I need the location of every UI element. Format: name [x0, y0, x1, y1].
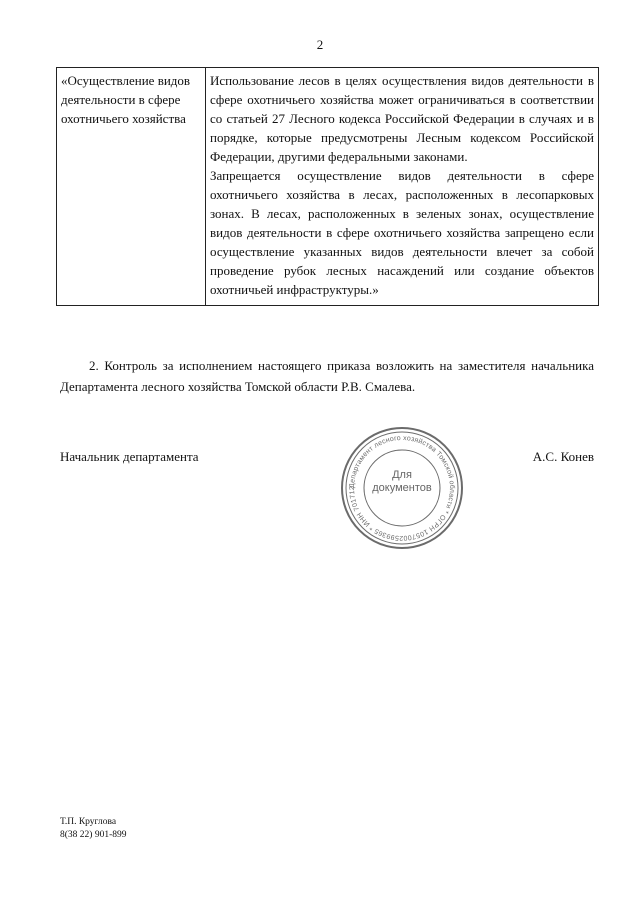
stamp-ring-text: Департамент лесного хозяйства Томской области * ОГРН 1057002599365 * ИНН 701712 — [348, 434, 456, 542]
signer-name: А.С. Конев — [532, 449, 594, 464]
amendment-table — [56, 67, 599, 306]
stamp-center-line-1: Для — [392, 469, 412, 481]
section-paragraph-1: Использование лесов в целях осуществления видов деятельности в сфере охотничьего хозяйства может ограничиваться в соответствии со статьей 27 Лесного кодекса Российской Федерации в случаях и в порядке, которые предусмотрены Лесным кодексом Российской Федерации, другими федеральными законами. — [210, 73, 594, 164]
executor-phone: 8(38 22) 901-899 — [60, 830, 127, 840]
table-row — [57, 68, 599, 306]
table-cell-section-title: «Осуществление видов деятельности в сфере охотничьего хозяйства — [57, 68, 206, 306]
section-paragraph-2: Запрещается осуществление видов деятельности в сфере охотничьего хозяйства в лесах, расположенных в лесопарковых зонах. В лесах, расположенных в зеленых зонах, осуществление видов деятельности в сфере охотничьего хозяйства запрещено если осуществление указанных видов деятельности влечет за собой проведение рубок лесных насаждений или создание объектов охотничьей инфраструктуры.» — [210, 168, 594, 297]
page-number: 2 — [316, 37, 324, 52]
order-point-2: 2. Контроль за исполнением настоящего приказа возложить на заместителя начальника Департамента лесного хозяйства Томской области Р.В. Смалева. — [60, 358, 594, 394]
signer-title: Начальник департамента — [60, 449, 199, 464]
footer-executor — [60, 816, 127, 842]
table-cell-section-text — [206, 68, 599, 306]
official-stamp — [339, 425, 465, 551]
executor-name: Т.П. Круглова — [60, 817, 117, 827]
stamp-center-text — [339, 469, 465, 495]
stamp-center-line-2: документов — [372, 482, 432, 494]
